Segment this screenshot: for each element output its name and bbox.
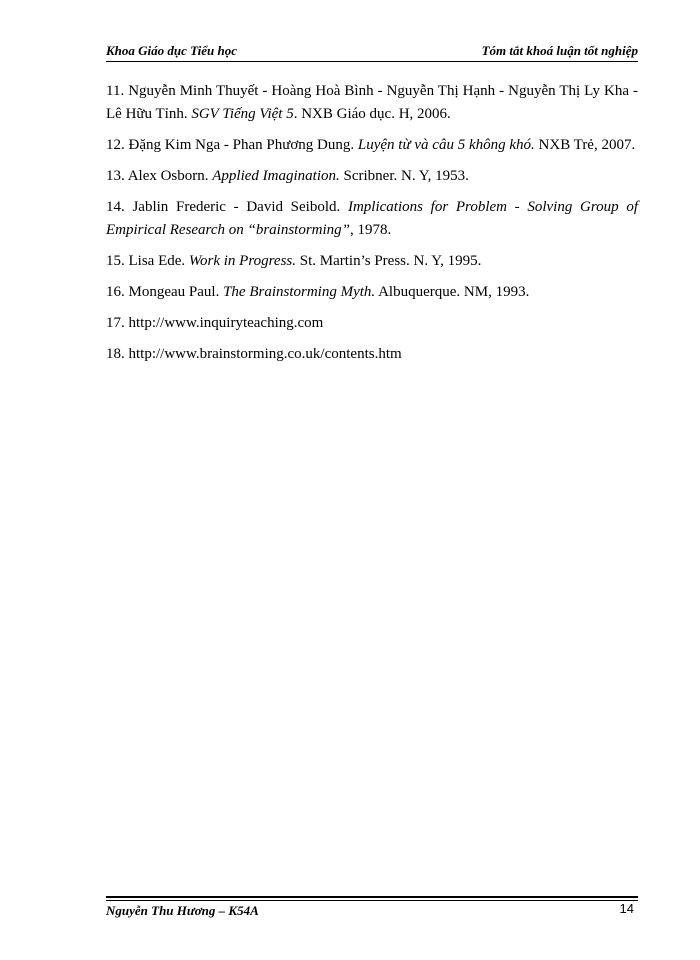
- reference-item: [106, 165, 638, 188]
- reference-number: 13.: [106, 168, 125, 184]
- page-number: 14: [619, 901, 634, 916]
- reference-item: [106, 343, 638, 366]
- reference-number: 17.: [106, 315, 125, 331]
- reference-url[interactable]: http://www.inquiryteaching.com: [128, 315, 324, 331]
- reference-authors: Mongeau Paul.: [128, 284, 220, 300]
- reference-number: 11.: [106, 83, 125, 99]
- reference-publisher: . NXB Giáo dục. H, 2006.: [293, 106, 451, 122]
- reference-publisher: St. Martin’s Press. N. Y, 1995.: [296, 253, 482, 269]
- reference-publisher: NXB Trẻ, 2007.: [534, 137, 636, 153]
- header-document-type: Tóm tắt khoá luận tốt nghiệp: [481, 43, 638, 58]
- reference-publisher: Albuquerque. NM, 1993.: [375, 284, 530, 300]
- reference-title: The Brainstorming Myth.: [223, 284, 376, 300]
- page-header: [106, 40, 638, 60]
- reference-url[interactable]: http://www.brainstorming.co.uk/contents.htm: [128, 346, 402, 362]
- reference-authors: Jablin Frederic - David Seibold.: [132, 199, 341, 215]
- reference-item: [106, 250, 638, 273]
- reference-title: Work in Progress.: [188, 253, 296, 269]
- reference-item: [106, 80, 638, 126]
- reference-title: Applied Imagination.: [212, 168, 340, 184]
- reference-number: 18.: [106, 346, 125, 362]
- reference-number: 14.: [106, 199, 125, 215]
- reference-item: [106, 312, 638, 335]
- reference-title: Luyện từ và câu 5 không khó.: [357, 137, 535, 153]
- reference-authors: Nguyễn Minh Thuyết - Hoàng Hoà Bình - Nguyễn Thị Hạnh - Nguyễn Thị Ly Kha - Lê Hữu Tỉnh.: [106, 83, 639, 122]
- page-footer: [106, 903, 638, 923]
- reference-publisher: , 1978.: [350, 222, 392, 238]
- reference-title: SGV Tiếng Việt 5: [191, 106, 294, 122]
- reference-authors: Alex Osborn.: [127, 168, 209, 184]
- reference-item: [106, 134, 638, 157]
- reference-number: 16.: [106, 284, 125, 300]
- reference-authors: Lisa Ede.: [128, 253, 186, 269]
- footer-rule-bottom: [106, 900, 638, 901]
- header-faculty: Khoa Giáo dục Tiểu học: [106, 43, 237, 58]
- reference-item: [106, 281, 638, 304]
- footer-author: Nguyễn Thu Hương – K54A: [106, 903, 259, 918]
- header-rule: [106, 61, 638, 62]
- reference-title: Implications for Problem - Solving Group of Empirical Research on “brainstorming”: [106, 199, 639, 238]
- footer-rule-top: [106, 896, 638, 898]
- reference-number: 15.: [106, 253, 125, 269]
- reference-authors: Đặng Kim Nga - Phan Phương Dung.: [128, 137, 355, 153]
- reference-number: 12.: [106, 137, 125, 153]
- reference-item: [106, 196, 638, 242]
- reference-publisher: Scribner. N. Y, 1953.: [339, 168, 469, 184]
- reference-list: [106, 80, 638, 374]
